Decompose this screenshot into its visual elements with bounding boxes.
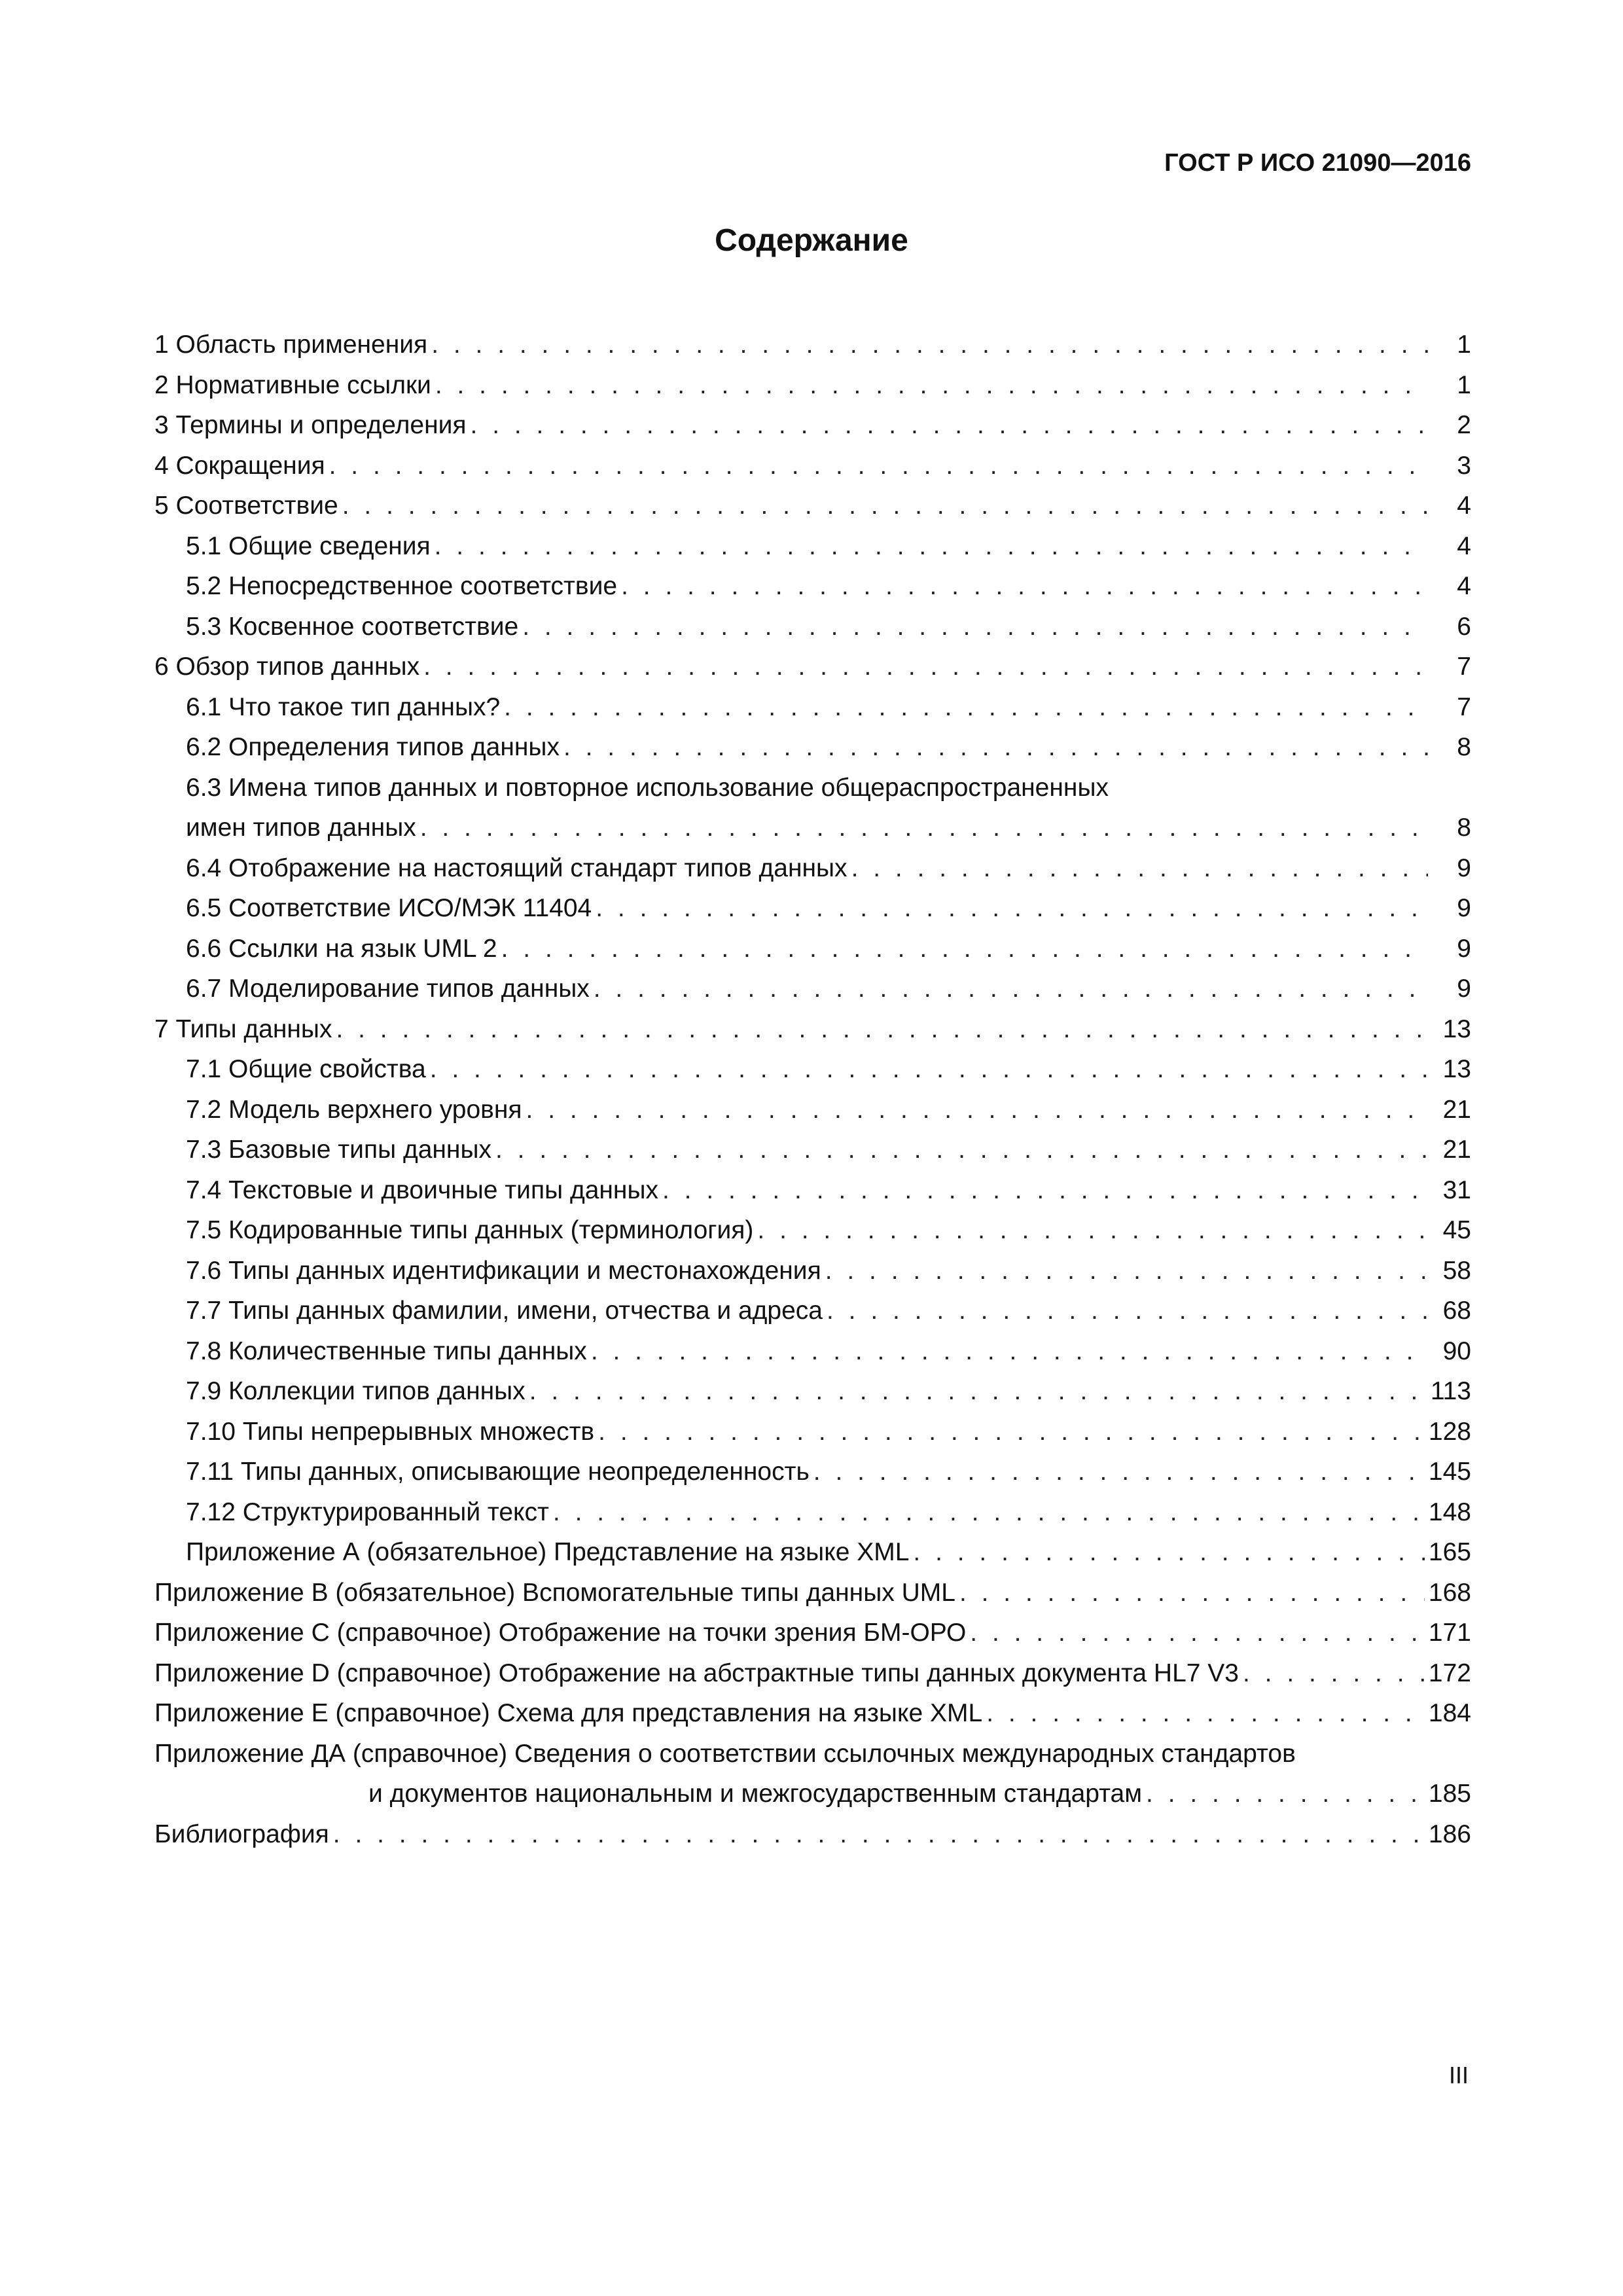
toc-entry-label: 1 Область применения [154,331,428,359]
toc-entry-label: 5 Соответствие [154,492,338,520]
dot-leader [504,687,1428,728]
toc-entry-label: 7.7 Типы данных фамилии, имени, отчества и адреса [186,1297,823,1325]
toc-entry-label: 7.11 Типы данных, описывающие неопределенность [186,1458,810,1486]
toc-entry-page: 185 [1428,1780,1471,1808]
toc-entry-label: 6.2 Определения типов данных [186,733,560,761]
toc-entry[interactable] [154,1412,1471,1452]
toc-entry-label: 7 Типы данных [154,1014,332,1043]
dot-leader [986,1693,1425,1734]
toc-entry[interactable] [154,1613,1471,1653]
dot-leader [529,1371,1427,1412]
toc-entry[interactable] [154,1291,1471,1331]
toc-entry-page: 13 [1442,1055,1471,1083]
toc-entry[interactable] [154,1210,1471,1251]
toc-entry[interactable] [154,888,1471,929]
toc-entry-page: 145 [1428,1458,1471,1486]
toc-entry[interactable] [154,768,1471,848]
toc-entry-label: Библиография [154,1820,329,1848]
toc-entry[interactable] [154,727,1471,768]
toc-entry[interactable] [154,1452,1471,1492]
toc-entry-label: Приложение D (справочное) Отображение на абстрактные типы данных документа HL7 V3 [154,1659,1239,1687]
toc-entry-label: 6.6 Ссылки на язык UML 2 [186,934,497,963]
dot-leader [827,1291,1428,1331]
dot-leader [495,1130,1428,1170]
toc-entry-label: 7.12 Структурированный текст [186,1498,549,1526]
dot-leader [553,1492,1425,1533]
toc-entry[interactable] [154,647,1471,687]
dot-leader [591,1331,1428,1372]
toc-entry[interactable] [154,486,1471,526]
dot-leader [420,808,1428,848]
dot-leader [435,365,1428,406]
table-of-contents [154,325,1471,1854]
dot-leader [970,1613,1425,1653]
toc-entry[interactable] [154,566,1471,607]
dot-leader [825,1251,1428,1291]
dot-leader [526,1090,1428,1130]
toc-entry-page: 4 [1457,492,1471,520]
toc-entry-page: 3 [1457,451,1471,480]
dot-leader [431,325,1428,365]
toc-entry[interactable] [154,1371,1471,1412]
toc-entry-label: 4 Сокращения [154,451,325,480]
toc-entry-page: 148 [1428,1498,1471,1526]
toc-entry-label: 7.1 Общие свойства [186,1055,426,1083]
toc-entry-page: 4 [1457,531,1471,560]
dot-leader [913,1532,1425,1573]
dot-leader [423,647,1428,687]
dot-leader [342,486,1428,526]
toc-entry-page: 1 [1457,370,1471,399]
toc-entry[interactable] [154,929,1471,969]
toc-entry[interactable] [154,446,1471,486]
toc-entry[interactable] [154,969,1471,1009]
toc-entry[interactable] [154,1049,1471,1090]
toc-entry-page: 2 [1457,411,1471,439]
toc-entry[interactable] [154,1170,1471,1211]
toc-entry-page: 9 [1457,894,1471,922]
page-number: III [1448,2062,1469,2089]
toc-entry-label: 3 Термины и определения [154,411,467,439]
toc-entry[interactable] [154,848,1471,889]
toc-entry-label: 6.7 Моделирование типов данных [186,975,590,1003]
toc-entry[interactable] [154,405,1471,446]
dot-leader [501,929,1428,969]
toc-entry[interactable] [154,1734,1471,1814]
toc-entry[interactable] [154,1090,1471,1130]
toc-entry-page: 186 [1428,1820,1471,1848]
toc-entry-label: 7.6 Типы данных идентификации и местонахождения [186,1256,821,1285]
toc-entry[interactable] [154,325,1471,365]
toc-entry-label: 6.5 Соответствие ИСО/МЭК 11404 [186,894,592,922]
toc-entry-page: 9 [1457,853,1471,882]
toc-entry-page: 13 [1442,1014,1471,1043]
toc-entry-label: 7.2 Модель верхнего уровня [186,1095,522,1124]
toc-entry[interactable] [154,1814,1471,1855]
dot-leader [522,607,1428,647]
toc-entry-label: 6.1 Что такое тип данных? [186,692,501,721]
toc-entry-label: 6.4 Отображение на настоящий стандарт типов данных [186,853,847,882]
toc-entry[interactable] [154,1331,1471,1372]
dot-leader [594,969,1428,1009]
dot-leader [1243,1653,1425,1694]
dot-leader [336,1009,1428,1050]
toc-entry-label: 7.3 Базовые типы данных [186,1136,491,1164]
toc-entry-page: 1 [1457,331,1471,359]
toc-entry-page: 9 [1457,934,1471,963]
page-title: Содержание [715,223,908,258]
toc-entry-page: 9 [1457,975,1471,1003]
toc-entry[interactable] [154,1009,1471,1050]
toc-entry-label: 6.3 Имена типов данных и повторное использование общераспространенных [186,773,1109,802]
toc-entry[interactable] [154,1653,1471,1694]
toc-entry-label: 7.10 Типы непрерывных множеств [186,1417,595,1446]
dot-leader [329,446,1428,486]
dot-leader [959,1573,1425,1613]
toc-entry[interactable] [154,1693,1471,1734]
dot-leader [598,1412,1425,1452]
toc-entry-label: Приложение С (справочное) Отображение на точки зрения БМ-ОРО [154,1619,967,1647]
dot-leader [333,1814,1425,1855]
toc-entry-label: Приложение E (справочное) Схема для представления на языке XML [154,1699,983,1727]
document-code-header: ГОСТ Р ИСО 21090—2016 [1164,149,1471,177]
toc-entry-page: 31 [1442,1175,1471,1204]
toc-entry[interactable] [154,1573,1471,1613]
toc-entry-label: Приложение В (обязательное) Вспомогательные типы данных UML [154,1578,955,1607]
toc-entry-page: 172 [1428,1659,1471,1687]
toc-entry-label: 7.8 Количественные типы данных [186,1336,587,1365]
toc-entry-label: Приложение А (обязательное) Представление на языке XML [186,1538,910,1566]
toc-entry-label: 6 Обзор типов данных [154,653,420,681]
dot-leader [851,848,1428,889]
toc-entry-page: 21 [1442,1136,1471,1164]
toc-entry-label: 7.9 Коллекции типов данных [186,1377,526,1405]
toc-entry-page: 90 [1442,1336,1471,1365]
dot-leader [563,727,1428,768]
toc-entry-label: 7.4 Текстовые и двоичные типы данных [186,1175,658,1204]
dot-leader [471,405,1428,446]
toc-entry-label-continuation: и документов национальным и межгосударственным стандартам [368,1780,1143,1808]
toc-entry-page: 168 [1428,1578,1471,1607]
toc-entry[interactable] [154,607,1471,647]
toc-entry-page: 8 [1457,733,1471,761]
toc-entry-page: 113 [1430,1377,1471,1405]
toc-entry[interactable] [154,1130,1471,1170]
toc-entry-page: 165 [1428,1538,1471,1566]
toc-entry-page: 184 [1428,1699,1471,1727]
toc-entry-page: 128 [1428,1417,1471,1446]
dot-leader [662,1170,1428,1211]
toc-entry-label: 2 Нормативные ссылки [154,370,431,399]
toc-entry-page: 45 [1442,1216,1471,1244]
toc-entry-page: 7 [1457,653,1471,681]
toc-entry-page: 171 [1428,1619,1471,1647]
dot-leader [757,1210,1428,1251]
toc-entry-label: Приложение ДА (справочное) Сведения о соответствии ссылочных международных стандартов [154,1739,1296,1768]
dot-leader [621,566,1428,607]
toc-entry[interactable] [154,526,1471,567]
dot-leader [435,526,1428,567]
toc-entry[interactable] [154,1532,1471,1573]
toc-entry-label: 5.1 Общие сведения [186,531,431,560]
toc-entry-label: 7.5 Кодированные типы данных (терминология) [186,1216,754,1244]
toc-entry-page: 6 [1457,612,1471,641]
toc-entry-page: 68 [1442,1297,1471,1325]
toc-entry[interactable] [154,687,1471,728]
toc-entry-page: 7 [1457,692,1471,721]
dot-leader [596,888,1428,929]
toc-entry-page: 21 [1442,1095,1471,1124]
dot-leader [813,1452,1425,1492]
toc-entry-label: 5.2 Непосредственное соответствие [186,572,618,600]
toc-entry[interactable] [154,365,1471,406]
toc-entry-page: 4 [1457,572,1471,600]
dot-leader [1146,1774,1425,1814]
dot-leader [430,1049,1428,1090]
toc-entry-label: 5.3 Косвенное соответствие [186,612,519,641]
toc-entry[interactable] [154,1492,1471,1533]
toc-entry-label-continuation: имен типов данных [186,814,416,842]
toc-entry[interactable] [154,1251,1471,1291]
toc-entry-page: 8 [1457,814,1471,842]
toc-entry-page: 58 [1442,1256,1471,1285]
